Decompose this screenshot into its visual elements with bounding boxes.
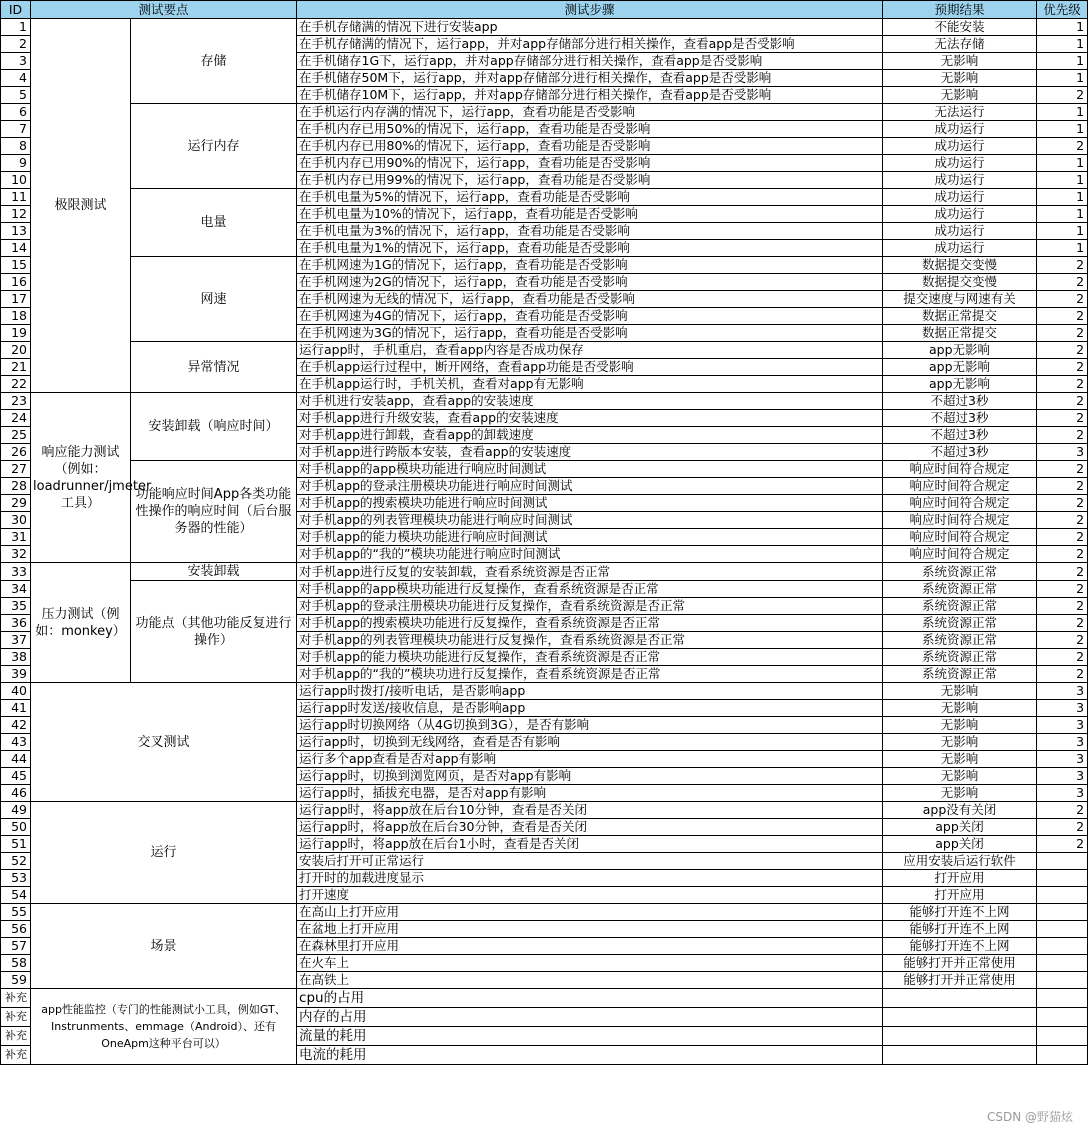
priority-cell: 3 <box>1037 717 1088 734</box>
priority-cell: 3 <box>1037 444 1088 461</box>
test-step-cell: 在手机网速为4G的情况下，运行app，查看功能是否受影响 <box>297 308 883 325</box>
expected-result-cell: 不超过3秒 <box>883 444 1037 461</box>
test-step-cell: 运行app时，将app放在后台10分钟，查看是否关闭 <box>297 802 883 819</box>
row-id: 30 <box>1 512 31 529</box>
row-id: 补充 <box>1 989 31 1008</box>
test-step-cell: cpu的占用 <box>297 989 883 1008</box>
test-step-cell: 打开时的加载进度显示 <box>297 870 883 887</box>
row-id: 3 <box>1 53 31 70</box>
priority-cell: 2 <box>1037 342 1088 359</box>
priority-cell: 2 <box>1037 546 1088 563</box>
test-step-cell: 对手机app的app模块功能进行响应时间测试 <box>297 461 883 478</box>
expected-result-cell: 响应时间符合规定 <box>883 529 1037 546</box>
row-id: 37 <box>1 632 31 649</box>
expected-result-cell: 系统资源正常 <box>883 581 1037 598</box>
row-id: 8 <box>1 138 31 155</box>
priority-cell: 1 <box>1037 240 1088 257</box>
test-step-cell: 对手机app的列表管理模块功能进行响应时间测试 <box>297 512 883 529</box>
priority-cell <box>1037 870 1088 887</box>
priority-cell: 2 <box>1037 376 1088 393</box>
row-id: 44 <box>1 751 31 768</box>
priority-cell: 2 <box>1037 581 1088 598</box>
priority-cell: 3 <box>1037 768 1088 785</box>
table-row <box>1 342 1088 359</box>
subcategory-cell: 网速 <box>131 257 297 342</box>
expected-result-cell: 成功运行 <box>883 138 1037 155</box>
expected-result-cell: 数据提交变慢 <box>883 257 1037 274</box>
subcategory-cell: 功能点（其他功能反复进行操作） <box>131 581 297 683</box>
expected-result-cell: 系统资源正常 <box>883 563 1037 581</box>
test-step-cell: 对手机app的“我的”模块功进行反复操作，查看系统资源是否正常 <box>297 666 883 683</box>
priority-cell: 2 <box>1037 836 1088 853</box>
table-row <box>1 989 1088 1008</box>
priority-cell <box>1037 904 1088 921</box>
priority-cell: 2 <box>1037 478 1088 495</box>
test-step-cell: 运行多个app查看是否对app有影响 <box>297 751 883 768</box>
table-row <box>1 104 1088 121</box>
row-id: 24 <box>1 410 31 427</box>
table-row <box>1 581 1088 598</box>
row-id: 14 <box>1 240 31 257</box>
test-step-cell: 在手机电量为5%的情况下，运行app，查看功能是否受影响 <box>297 189 883 206</box>
row-id: 13 <box>1 223 31 240</box>
row-id: 52 <box>1 853 31 870</box>
test-step-cell: 流量的耗用 <box>297 1027 883 1046</box>
expected-result-cell: 能够打开连不上网 <box>883 904 1037 921</box>
expected-result-cell: 响应时间符合规定 <box>883 512 1037 529</box>
expected-result-cell: 成功运行 <box>883 206 1037 223</box>
row-id: 补充 <box>1 1008 31 1027</box>
expected-result-cell: 响应时间符合规定 <box>883 478 1037 495</box>
test-step-cell: 在手机网速为无线的情况下，运行app，查看功能是否受影响 <box>297 291 883 308</box>
test-step-cell: 在手机内存已用80%的情况下，运行app，查看功能是否受影响 <box>297 138 883 155</box>
priority-cell: 1 <box>1037 223 1088 240</box>
test-step-cell: 对手机app的“我的”模块功能进行响应时间测试 <box>297 546 883 563</box>
row-id: 补充 <box>1 1046 31 1065</box>
row-id: 5 <box>1 87 31 104</box>
priority-cell: 1 <box>1037 70 1088 87</box>
expected-result-cell: 系统资源正常 <box>883 632 1037 649</box>
row-id: 39 <box>1 666 31 683</box>
row-id: 55 <box>1 904 31 921</box>
priority-cell: 2 <box>1037 274 1088 291</box>
test-step-cell: 对手机app进行卸载，查看app的卸载速度 <box>297 427 883 444</box>
priority-cell: 2 <box>1037 461 1088 478</box>
row-id: 26 <box>1 444 31 461</box>
row-id: 35 <box>1 598 31 615</box>
test-step-cell: 在森林里打开应用 <box>297 938 883 955</box>
priority-cell: 2 <box>1037 427 1088 444</box>
priority-cell: 1 <box>1037 104 1088 121</box>
row-id: 58 <box>1 955 31 972</box>
expected-result-cell: 成功运行 <box>883 189 1037 206</box>
priority-cell: 1 <box>1037 189 1088 206</box>
priority-cell <box>1037 921 1088 938</box>
expected-result-cell: 响应时间符合规定 <box>883 495 1037 512</box>
priority-cell: 2 <box>1037 393 1088 410</box>
expected-result-cell: 系统资源正常 <box>883 666 1037 683</box>
table-row <box>1 393 1088 410</box>
expected-result-cell: 不超过3秒 <box>883 410 1037 427</box>
expected-result-cell: 不超过3秒 <box>883 393 1037 410</box>
test-step-cell: 运行app时，将app放在后台1小时，查看是否关闭 <box>297 836 883 853</box>
test-step-cell: 在手机网速为2G的情况下，运行app，查看功能是否受影响 <box>297 274 883 291</box>
priority-cell: 2 <box>1037 325 1088 342</box>
priority-cell: 2 <box>1037 563 1088 581</box>
test-step-cell: 打开速度 <box>297 887 883 904</box>
expected-result-cell: 成功运行 <box>883 240 1037 257</box>
expected-result-cell: 能够打开并正常使用 <box>883 955 1037 972</box>
expected-result-cell: 无影响 <box>883 734 1037 751</box>
priority-cell: 2 <box>1037 495 1088 512</box>
priority-cell <box>1037 989 1088 1008</box>
row-id: 40 <box>1 683 31 700</box>
row-id: 18 <box>1 308 31 325</box>
test-step-cell: 在手机储存1G下，运行app，并对app存储部分进行相关操作，查看app是否受影响 <box>297 53 883 70</box>
expected-result-cell: app无影响 <box>883 376 1037 393</box>
row-id: 20 <box>1 342 31 359</box>
test-step-cell: 对手机app的能力模块功能进行响应时间测试 <box>297 529 883 546</box>
test-step-cell: 对手机app进行跨版本安装，查看app的安装速度 <box>297 444 883 461</box>
header-priority: 优先级 <box>1037 1 1088 19</box>
header-row <box>1 1 1088 19</box>
priority-cell: 2 <box>1037 598 1088 615</box>
test-step-cell: 对手机app进行升级安装，查看app的安装速度 <box>297 410 883 427</box>
test-step-cell: 对手机app的能力模块功能进行反复操作，查看系统资源是否正常 <box>297 649 883 666</box>
table-row <box>1 19 1088 36</box>
priority-cell: 3 <box>1037 785 1088 802</box>
expected-result-cell: app没有关闭 <box>883 802 1037 819</box>
priority-cell <box>1037 887 1088 904</box>
priority-cell: 2 <box>1037 87 1088 104</box>
subcategory-cell: 功能响应时间App各类功能性操作的响应时间（后台服务器的性能） <box>131 461 297 563</box>
expected-result-cell: 无影响 <box>883 70 1037 87</box>
priority-cell: 2 <box>1037 291 1088 308</box>
test-step-cell: 在手机电量为10%的情况下，运行app，查看功能是否受影响 <box>297 206 883 223</box>
expected-result-cell: 打开应用 <box>883 870 1037 887</box>
expected-result-cell: 无法存储 <box>883 36 1037 53</box>
priority-cell: 3 <box>1037 683 1088 700</box>
watermark: CSDN @野猫炫 <box>986 1110 1073 1124</box>
test-step-cell: 对手机app进行反复的安装卸载，查看系统资源是否正常 <box>297 563 883 581</box>
header-expected-result: 预期结果 <box>883 1 1037 19</box>
test-step-cell: 运行app时拨打/接听电话，是否影响app <box>297 683 883 700</box>
test-step-cell: 在手机内存已用90%的情况下，运行app，查看功能是否受影响 <box>297 155 883 172</box>
priority-cell: 2 <box>1037 308 1088 325</box>
row-id: 43 <box>1 734 31 751</box>
row-id: 45 <box>1 768 31 785</box>
test-step-cell: 在手机电量为1%的情况下，运行app，查看功能是否受影响 <box>297 240 883 257</box>
category-cell: 响应能力测试（例如：loadrunner/jmeter工具） <box>31 393 131 563</box>
test-step-cell: 内存的占用 <box>297 1008 883 1027</box>
priority-cell: 2 <box>1037 819 1088 836</box>
table-row <box>1 257 1088 274</box>
test-step-cell: 对手机app的app模块功能进行反复操作，查看系统资源是否正常 <box>297 581 883 598</box>
test-step-cell: 在手机存储满的情况下，运行app，并对app存储部分进行相关操作，查看app是否受影响 <box>297 36 883 53</box>
expected-result-cell: 系统资源正常 <box>883 649 1037 666</box>
priority-cell: 3 <box>1037 751 1088 768</box>
test-step-cell: 安装后打开可正常运行 <box>297 853 883 870</box>
test-step-cell: 运行app时，切换到无线网络，查看是否有影响 <box>297 734 883 751</box>
test-step-cell: 对手机app的搜索模块功能进行反复操作，查看系统资源是否正常 <box>297 615 883 632</box>
expected-result-cell: 能够打开连不上网 <box>883 938 1037 955</box>
test-step-cell: 在手机存储满的情况下进行安装app <box>297 19 883 36</box>
priority-cell: 2 <box>1037 632 1088 649</box>
priority-cell: 2 <box>1037 410 1088 427</box>
expected-result-cell: 数据正常提交 <box>883 325 1037 342</box>
test-step-cell: 在手机电量为3%的情况下，运行app，查看功能是否受影响 <box>297 223 883 240</box>
subcategory-cell: 异常情况 <box>131 342 297 393</box>
test-step-cell: 在手机储存50M下，运行app，并对app存储部分进行相关操作，查看app是否受影响 <box>297 70 883 87</box>
expected-result-cell: 应用安装后运行软件 <box>883 853 1037 870</box>
expected-result-cell: 数据提交变慢 <box>883 274 1037 291</box>
row-id: 32 <box>1 546 31 563</box>
priority-cell: 2 <box>1037 257 1088 274</box>
row-id: 16 <box>1 274 31 291</box>
test-step-cell: 在手机运行内存满的情况下，运行app，查看功能是否受影响 <box>297 104 883 121</box>
row-id: 10 <box>1 172 31 189</box>
test-step-cell: 在盆地上打开应用 <box>297 921 883 938</box>
test-step-cell: 对手机进行安装app，查看app的安装速度 <box>297 393 883 410</box>
priority-cell <box>1037 1046 1088 1065</box>
priority-cell <box>1037 1027 1088 1046</box>
category-cell: app性能监控（专门的性能测试小工具，例如GT、Instrunments、emmage（Android）、还有OneApm这种平台可以） <box>31 989 297 1065</box>
priority-cell: 1 <box>1037 155 1088 172</box>
header-test-point: 测试要点 <box>31 1 297 19</box>
test-step-cell: 在手机内存已用50%的情况下，运行app，查看功能是否受影响 <box>297 121 883 138</box>
test-step-cell: 在火车上 <box>297 955 883 972</box>
row-id: 17 <box>1 291 31 308</box>
subcategory-cell: 存储 <box>131 19 297 104</box>
expected-result-cell: 成功运行 <box>883 155 1037 172</box>
expected-result-cell: 无影响 <box>883 717 1037 734</box>
row-id: 31 <box>1 529 31 546</box>
table-row <box>1 461 1088 478</box>
priority-cell: 3 <box>1037 700 1088 717</box>
expected-result-cell <box>883 1008 1037 1027</box>
expected-result-cell: 无影响 <box>883 751 1037 768</box>
priority-cell <box>1037 853 1088 870</box>
test-step-cell: 在手机app运行过程中，断开网络，查看app功能是否受影响 <box>297 359 883 376</box>
row-id: 12 <box>1 206 31 223</box>
table-row <box>1 904 1088 921</box>
row-id: 34 <box>1 581 31 598</box>
row-id: 57 <box>1 938 31 955</box>
row-id: 27 <box>1 461 31 478</box>
expected-result-cell: 成功运行 <box>883 223 1037 240</box>
expected-result-cell: 能够打开连不上网 <box>883 921 1037 938</box>
test-step-cell: 电流的耗用 <box>297 1046 883 1065</box>
expected-result-cell: 提交速度与网速有关 <box>883 291 1037 308</box>
table-row <box>1 189 1088 206</box>
test-step-cell: 运行app时，将app放在后台30分钟，查看是否关闭 <box>297 819 883 836</box>
test-step-cell: 在手机网速为1G的情况下，运行app，查看功能是否受影响 <box>297 257 883 274</box>
row-id: 4 <box>1 70 31 87</box>
priority-cell: 2 <box>1037 649 1088 666</box>
row-id: 49 <box>1 802 31 819</box>
row-id: 41 <box>1 700 31 717</box>
priority-cell: 2 <box>1037 802 1088 819</box>
expected-result-cell: 系统资源正常 <box>883 615 1037 632</box>
row-id: 25 <box>1 427 31 444</box>
expected-result-cell <box>883 1027 1037 1046</box>
category-cell: 场景 <box>31 904 297 989</box>
test-step-cell: 在手机app运行时，手机关机，查看对app有无影响 <box>297 376 883 393</box>
row-id: 29 <box>1 495 31 512</box>
header-test-steps: 测试步骤 <box>297 1 883 19</box>
expected-result-cell: 无影响 <box>883 53 1037 70</box>
expected-result-cell <box>883 1046 1037 1065</box>
subcategory-cell: 安装卸载（响应时间） <box>131 393 297 461</box>
category-cell: 压力测试（例如：monkey） <box>31 563 131 683</box>
row-id: 15 <box>1 257 31 274</box>
test-step-cell: 在手机网速为3G的情况下，运行app，查看功能是否受影响 <box>297 325 883 342</box>
priority-cell: 2 <box>1037 359 1088 376</box>
row-id: 51 <box>1 836 31 853</box>
header-id: ID <box>1 1 31 19</box>
test-step-cell: 对手机app的登录注册模块功能进行响应时间测试 <box>297 478 883 495</box>
priority-cell: 2 <box>1037 138 1088 155</box>
test-step-cell: 在高铁上 <box>297 972 883 989</box>
expected-result-cell: app无影响 <box>883 359 1037 376</box>
row-id: 46 <box>1 785 31 802</box>
row-id: 59 <box>1 972 31 989</box>
table-row <box>1 802 1088 819</box>
test-step-cell: 运行app时发送/接收信息，是否影响app <box>297 700 883 717</box>
row-id: 50 <box>1 819 31 836</box>
priority-cell <box>1037 1008 1088 1027</box>
expected-result-cell: 响应时间符合规定 <box>883 546 1037 563</box>
expected-result-cell: 成功运行 <box>883 121 1037 138</box>
row-id: 33 <box>1 563 31 581</box>
test-step-cell: 运行app时，切换到浏览网页，是否对app有影响 <box>297 768 883 785</box>
row-id: 38 <box>1 649 31 666</box>
expected-result-cell: 无影响 <box>883 785 1037 802</box>
table-row <box>1 683 1088 700</box>
expected-result-cell: 能够打开并正常使用 <box>883 972 1037 989</box>
test-step-cell: 运行app时切换网络（从4G切换到3G），是否有影响 <box>297 717 883 734</box>
row-id: 28 <box>1 478 31 495</box>
expected-result-cell: app无影响 <box>883 342 1037 359</box>
expected-result-cell: 不超过3秒 <box>883 427 1037 444</box>
priority-cell: 1 <box>1037 121 1088 138</box>
category-cell: 极限测试 <box>31 19 131 393</box>
expected-result-cell: 响应时间符合规定 <box>883 461 1037 478</box>
priority-cell: 1 <box>1037 19 1088 36</box>
test-step-cell: 对手机app的搜索模块功能进行响应时间测试 <box>297 495 883 512</box>
priority-cell: 2 <box>1037 666 1088 683</box>
test-step-cell: 运行app时，手机重启，查看app内容是否成功保存 <box>297 342 883 359</box>
priority-cell: 3 <box>1037 734 1088 751</box>
subcategory-cell: 安装卸载 <box>131 563 297 581</box>
row-id: 补充 <box>1 1027 31 1046</box>
subcategory-cell: 电量 <box>131 189 297 257</box>
row-id: 54 <box>1 887 31 904</box>
test-step-cell: 在手机内存已用99%的情况下，运行app，查看功能是否受影响 <box>297 172 883 189</box>
expected-result-cell: app关闭 <box>883 819 1037 836</box>
row-id: 56 <box>1 921 31 938</box>
priority-cell: 1 <box>1037 36 1088 53</box>
row-id: 53 <box>1 870 31 887</box>
row-id: 9 <box>1 155 31 172</box>
expected-result-cell: 无影响 <box>883 87 1037 104</box>
priority-cell: 2 <box>1037 512 1088 529</box>
expected-result-cell: 不能安装 <box>883 19 1037 36</box>
row-id: 36 <box>1 615 31 632</box>
row-id: 11 <box>1 189 31 206</box>
expected-result-cell: 无影响 <box>883 768 1037 785</box>
expected-result-cell: 数据正常提交 <box>883 308 1037 325</box>
priority-cell: 2 <box>1037 529 1088 546</box>
row-id: 23 <box>1 393 31 410</box>
expected-result-cell: 打开应用 <box>883 887 1037 904</box>
priority-cell: 1 <box>1037 206 1088 223</box>
row-id: 1 <box>1 19 31 36</box>
row-id: 7 <box>1 121 31 138</box>
priority-cell <box>1037 972 1088 989</box>
test-step-cell: 运行app时，插拔充电器，是否对app有影响 <box>297 785 883 802</box>
expected-result-cell: 成功运行 <box>883 172 1037 189</box>
priority-cell: 2 <box>1037 615 1088 632</box>
subcategory-cell: 运行内存 <box>131 104 297 189</box>
priority-cell <box>1037 938 1088 955</box>
row-id: 22 <box>1 376 31 393</box>
test-step-cell: 对手机app的登录注册模块功能进行反复操作，查看系统资源是否正常 <box>297 598 883 615</box>
category-cell: 交叉测试 <box>31 683 297 802</box>
test-step-cell: 在高山上打开应用 <box>297 904 883 921</box>
row-id: 2 <box>1 36 31 53</box>
category-cell: 运行 <box>31 802 297 904</box>
priority-cell <box>1037 955 1088 972</box>
expected-result-cell <box>883 989 1037 1008</box>
row-id: 19 <box>1 325 31 342</box>
table-row <box>1 563 1088 581</box>
priority-cell: 1 <box>1037 53 1088 70</box>
row-id: 21 <box>1 359 31 376</box>
expected-result-cell: 无影响 <box>883 683 1037 700</box>
expected-result-cell: 系统资源正常 <box>883 598 1037 615</box>
row-id: 42 <box>1 717 31 734</box>
expected-result-cell: 无影响 <box>883 700 1037 717</box>
expected-result-cell: app关闭 <box>883 836 1037 853</box>
expected-result-cell: 无法运行 <box>883 104 1037 121</box>
test-step-cell: 在手机储存10M下，运行app，并对app存储部分进行相关操作，查看app是否受影响 <box>297 87 883 104</box>
row-id: 6 <box>1 104 31 121</box>
priority-cell: 1 <box>1037 172 1088 189</box>
test-step-cell: 对手机app的列表管理模块功能进行反复操作，查看系统资源是否正常 <box>297 632 883 649</box>
